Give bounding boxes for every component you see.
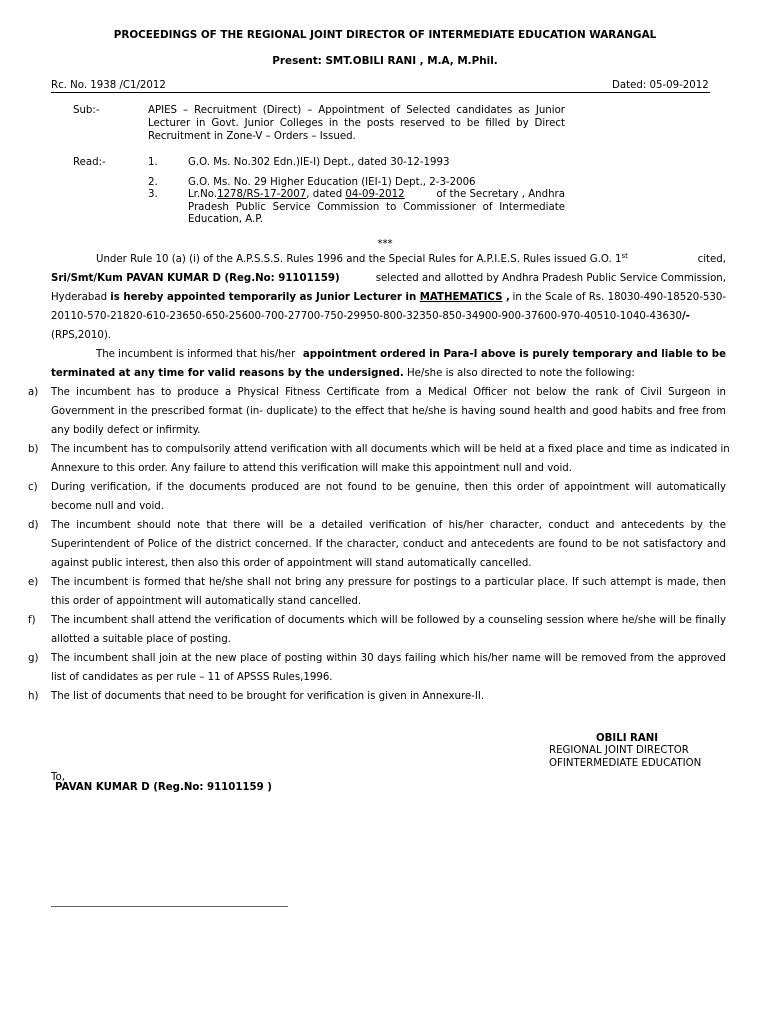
condition-text: During verification, if the documents produced are not found to be genuine, then this order of appointment will automatically (51, 482, 726, 493)
condition-label: c) (28, 482, 38, 493)
signatory-designation-1: REGIONAL JOINT DIRECTOR (549, 745, 689, 756)
subject-mathematics: MATHEMATICS (419, 292, 503, 303)
condition-text: The incumbent has to compulsorily attend verification with all documents which will be held at a fixed place and time as indicated in (51, 444, 730, 455)
read-item-3-line-3: Education, A.P. (188, 214, 264, 225)
para1-line-3 (51, 292, 726, 303)
read-item-3-mid: , dated (306, 189, 346, 200)
para2-line-1 (96, 349, 726, 360)
para1-line-1-text: Under Rule 10 (a) (i) of the A.P.S.S.S. Rules 1996 and the Special Rules for A.P.I.E.S. Rules issued G.O. 1 (96, 254, 622, 265)
footnote-rule (51, 906, 288, 907)
para2-intro: The incumbent is informed that his/her (96, 349, 296, 360)
condition-label: h) (28, 691, 39, 702)
read-item-1-text: G.O. Ms. No.302 Edn.)IE-I) Dept., dated 30-12-1993 (188, 157, 450, 168)
read-item-3-line-2: Pradesh Public Service Commission to Commissioner of Intermediate (188, 202, 565, 213)
to-label: To, (51, 772, 65, 783)
pay-scale-continued: 20110-570-21820-610-23650-650-25600-700-27700-750-29950-800-32350-850-34900-900-37600-970-40510-1040-43630 (51, 311, 682, 322)
read-item-3-tail: of the Secretary , Andhra (436, 189, 565, 200)
read-item-1-number: 1. (148, 157, 158, 168)
letter-date: 04-09-2012 (345, 189, 405, 200)
subject-line-2: Lecturer in Govt. Junior Colleges in the posts reserved to be filled by Direct (148, 118, 565, 129)
read-item-2-number: 2. (148, 177, 158, 188)
condition-text: any bodily defect or infirmity. (51, 425, 201, 436)
recipient-name: PAVAN KUMAR D (Reg.No: 91101159 ) (55, 782, 272, 793)
condition-text: The incumbent shall attend the verification of documents which will be followed by a counseling session where he/she will be finally (51, 615, 726, 626)
separator: *** (377, 239, 393, 250)
para2-termination: terminated at any time for valid reasons by the undersigned. (51, 368, 404, 379)
condition-text: become null and void. (51, 501, 165, 512)
condition-text: The incumbent should note that there will be a detailed verification of his/her character, conduct and antecedents by the (51, 520, 726, 531)
condition-text: against public interest, then also this order of appointment will stand automatically cancelled. (51, 558, 532, 569)
pay-scale-start: in the Scale of Rs. 18030-490-18520-530- (512, 292, 726, 303)
condition-label: g) (28, 653, 39, 664)
condition-text: allotted a suitable place of posting. (51, 634, 231, 645)
read-item-3-prefix: Lr.No. (188, 189, 218, 200)
para1-line-2 (51, 273, 726, 284)
para1-superscript: st (621, 252, 628, 260)
condition-label: b) (28, 444, 39, 455)
para1-line-4 (51, 311, 690, 322)
condition-text: The incumbent shall join at the new place of posting within 30 days failing which his/her name will be removed from the approved (51, 653, 726, 664)
reference-rule (51, 92, 710, 93)
read-item-3-line-1 (188, 189, 565, 200)
condition-label: a) (28, 387, 39, 398)
appointee-name: Sri/Smt/Kum PAVAN KUMAR D (Reg.No: 91101159) (51, 273, 340, 284)
condition-text: list of candidates as per rule – 11 of APSSS Rules,1996. (51, 672, 333, 683)
rc-number: Rc. No. 1938 /C1/2012 (51, 80, 166, 91)
condition-text: The incumbent has to produce a Physical Fitness Certificate from a Medical Officer not below the rank of Civil Surgeon in (51, 387, 726, 398)
present-line: Present: SMT.OBILI RANI , M.A, M.Phil. (272, 55, 498, 67)
condition-text: The incumbent is formed that he/she shall not bring any pressure for postings to a particular place. If such attempt is made, then (51, 577, 726, 588)
para1-hyderabad: Hyderabad (51, 292, 111, 303)
condition-text: The list of documents that need to be brought for verification is given in Annexure-II. (51, 691, 485, 702)
document-title: PROCEEDINGS OF THE REGIONAL JOINT DIRECTOR OF INTERMEDIATE EDUCATION WARANGAL (113, 29, 657, 41)
condition-label: d) (28, 520, 39, 531)
condition-text: this order of appointment will automatically stand cancelled. (51, 596, 362, 607)
condition-label: e) (28, 577, 39, 588)
read-label: Read:- (73, 157, 106, 168)
subject-line-3: Recruitment in Zone-V – Orders – Issued. (148, 131, 356, 142)
para1-line-1 (96, 254, 726, 265)
pay-scale-end: /- (681, 311, 690, 322)
letter-reference: 1278/RS-17-2007 (217, 189, 307, 200)
condition-text: Government in the prescribed format (in- duplicate) to the effect that he/she is having sound health and good habits and free from (51, 406, 726, 417)
para1-cited: cited, (697, 254, 726, 265)
para2-bold-statement: appointment ordered in Para-I above is purely temporary and liable to be (302, 349, 726, 360)
para2-line-2 (51, 368, 635, 379)
para1-line-5: (RPS,2010). (51, 330, 112, 341)
signatory-name: OBILI RANI (596, 733, 659, 744)
dated: Dated: 05-09-2012 (612, 80, 709, 91)
condition-text: Superintendent of Police of the district concerned. If the character, conduct and antecedents are found to be not satisfactory and (51, 539, 726, 550)
signatory-designation-2: OFINTERMEDIATE EDUCATION (549, 758, 702, 769)
subject-label: Sub:- (73, 105, 100, 116)
read-item-2-text: G.O. Ms. No. 29 Higher Education (IEI-1) Dept., 2-3-2006 (188, 177, 476, 188)
subject-line-1: APIES – Recruitment (Direct) – Appointment of Selected candidates as Junior (148, 105, 565, 116)
read-item-3-number: 3. (148, 189, 158, 200)
condition-label: f) (28, 615, 36, 626)
para1-line-2-rest: selected and allotted by Andhra Pradesh Public Service Commission, (375, 273, 726, 284)
appointment-statement: is hereby appointed temporarily as Junior Lecturer in (110, 292, 420, 303)
para2-directive: He/she is also directed to note the following: (403, 368, 635, 379)
para1-comma: , (502, 292, 510, 303)
condition-text: Annexure to this order. Any failure to attend this verification will make this appointment null and void. (51, 463, 573, 474)
